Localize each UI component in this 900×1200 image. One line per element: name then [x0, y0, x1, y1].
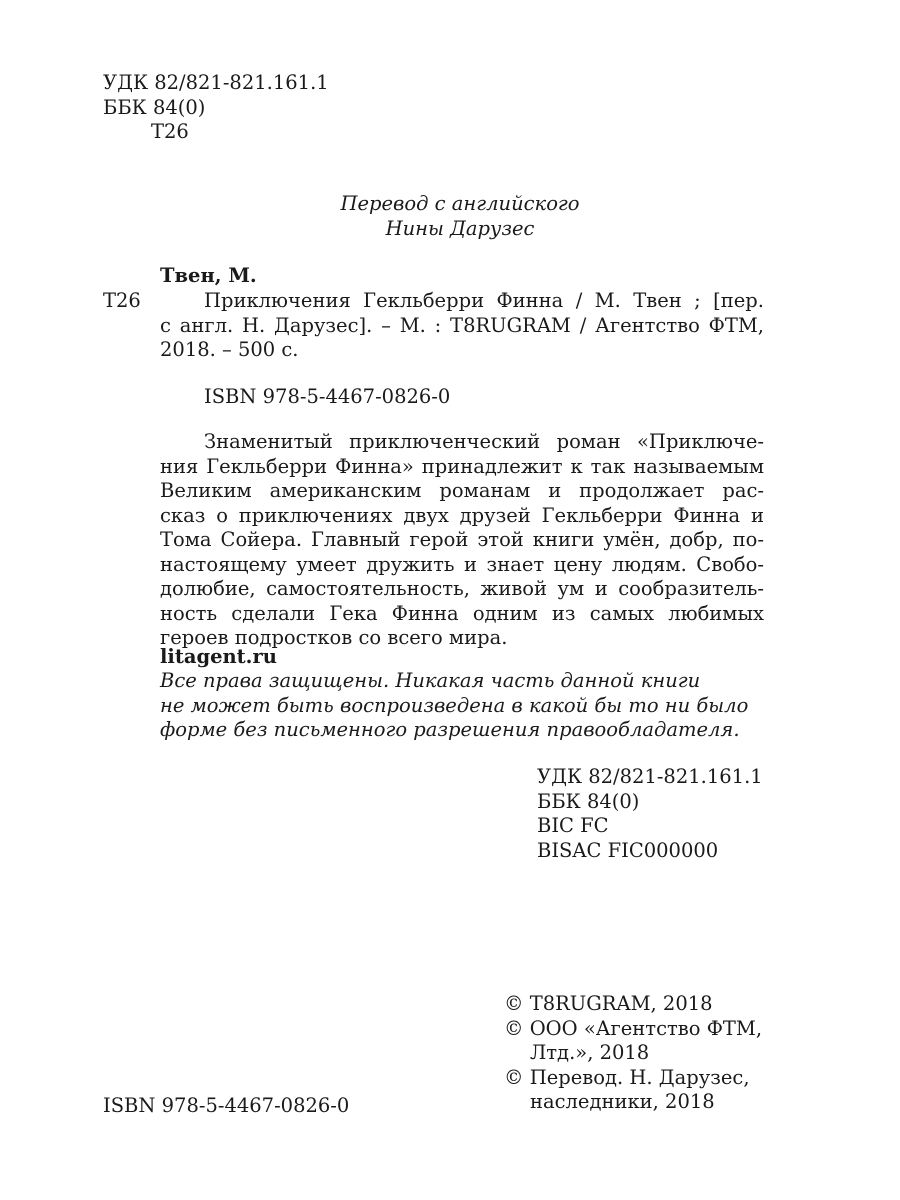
udk-code: УДК 82/821-821.161.1 [537, 765, 763, 788]
annotation-line: настоящему умеет дружить и знает цену людям. Свобо- [160, 552, 764, 576]
biblio-line: 2018. – 500 с. [160, 338, 299, 361]
record-author: Твен, М. [160, 264, 257, 287]
rights-line: не может быть воспроизведена в какой бы то ни было [160, 693, 749, 717]
rights-line: Все права защищены. Никакая часть данной книги [160, 669, 701, 692]
bisac-code: BISAC FIC000000 [537, 838, 719, 862]
rights-line: форме без письменного разрешения правообладателя. [160, 718, 740, 741]
translation-line-2: Нины Дарузес [385, 216, 535, 240]
biblio-line: с англ. Н. Дарузес]. – М. : T8RUGRAM / Агентство ФТМ, [160, 313, 764, 337]
bic-code: BIC FC [537, 814, 609, 837]
annotation-line: Знаменитый приключенческий роман «Приключе- [204, 430, 764, 453]
right-classification-codes [537, 765, 763, 863]
translation-line-1: Перевод с английского [340, 192, 580, 215]
copyright-line: Лтд.», 2018 [530, 1041, 650, 1064]
annotation-line: Великим американским романам и продолжает рас- [160, 479, 764, 502]
udk-code: УДК 82/821-821.161.1 [103, 71, 329, 94]
copyright-line: © Перевод. Н. Дарузес, [504, 1065, 750, 1089]
bbk-code: ББК 84(0) [537, 789, 640, 813]
copyright-line: наследники, 2018 [530, 1090, 715, 1113]
copyright-line: © T8RUGRAM, 2018 [504, 992, 713, 1015]
annotation-line: ность сделали Гека Финна одним из самых любимых [160, 601, 764, 625]
isbn-bottom: ISBN 978-5-4467-0826-0 [103, 1094, 350, 1117]
annotation-line: Тома Сойера. Главный герой этой книги умён, добр, по- [160, 528, 764, 551]
author-sign: Т26 [151, 120, 189, 143]
annotation-line: героев подростков со всего мира. [160, 626, 508, 649]
bbk-code: ББК 84(0) [103, 95, 206, 119]
top-classification-codes [103, 71, 329, 145]
annotation-line: сказ о приключениях двух друзей Гекльберри Финна и [160, 503, 764, 527]
annotation-line: долюбие, самостоятельность, живой ум и сообразитель- [160, 577, 764, 600]
translation-credit [160, 192, 760, 241]
record-author-sign: Т26 [103, 289, 141, 312]
annotation-line: ния Гекльберри Финна» принадлежит к так называемым [160, 454, 764, 478]
rights-notice [160, 669, 748, 743]
biblio-line: Приключения Гекльберри Финна / М. Твен ; [пер. [204, 289, 764, 312]
copyright-line: © ООО «Агентство ФТМ, [504, 1016, 763, 1040]
site-link: litagent.ru [160, 645, 277, 668]
copyright-block [504, 992, 762, 1115]
isbn: ISBN 978-5-4467-0826-0 [204, 385, 451, 408]
bibliographic-description [160, 289, 764, 363]
annotation [160, 430, 764, 651]
